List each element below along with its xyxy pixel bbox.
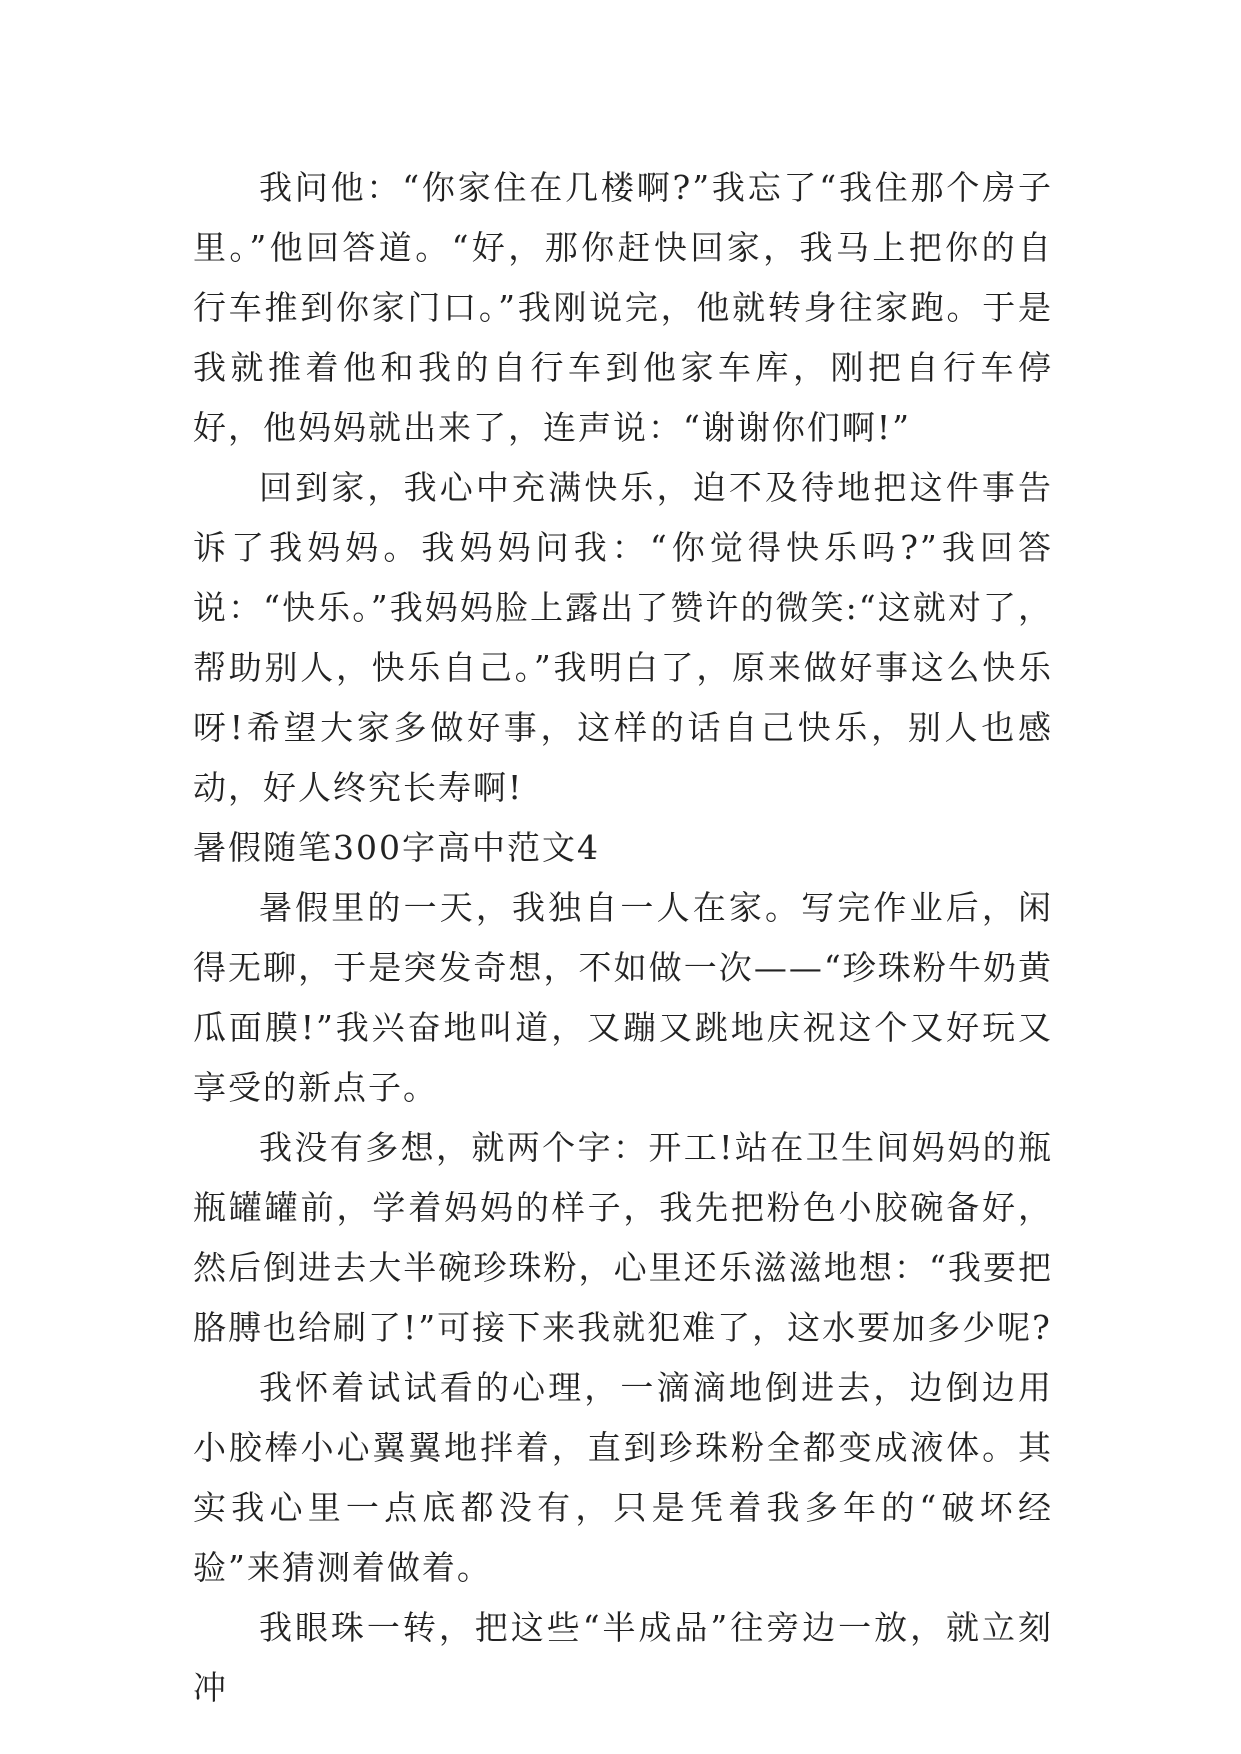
paragraph-summer-day: 暑假里的一天，我独自一人在家。写完作业后，闲得无聊，于是突发奇想，不如做一次——“珍珠粉牛奶黄瓜面膜!”我兴奋地叫道，又蹦又跳地庆祝这个又好玩又享受的新点子。: [193, 888, 1053, 1107]
document-body: [193, 158, 1053, 1718]
paragraph-next-step: 我眼珠一转，把这些“半成品”往旁边一放，就立刻冲: [193, 1608, 1053, 1707]
paragraph-home-happiness: 回到家，我心中充满快乐，迫不及待地把这件事告诉了我妈妈。我妈妈问我：“你觉得快乐吗?”我回答说：“快乐。”我妈妈脸上露出了赞许的微笑:“这就对了，帮助别人，快乐自己。”我明白了，原来做好事这么快乐呀!希望大家多做好事，这样的话自己快乐，别人也感动，好人终究长寿啊!: [193, 468, 1053, 807]
paragraph-bike-return: 我问他：“你家住在几楼啊?”我忘了“我住那个房子里。”他回答道。“好，那你赶快回家，我马上把你的自行车推到你家门口。”我刚说完，他就转身往家跑。于是我就推着他和我的自行车到他家车库，刚把自行车停好，他妈妈就出来了，连声说：“谢谢你们啊!”: [193, 168, 1053, 447]
section-heading: 暑假随笔300字高中范文4: [193, 828, 600, 867]
paragraph-start-work: 我没有多想，就两个字：开工!站在卫生间妈妈的瓶瓶罐罐前，学着妈妈的样子，我先把粉色小胶碗备好，然后倒进去大半碗珍珠粉，心里还乐滋滋地想：“我要把胳膊也给刷了!”可接下来我就犯难了，这水要加多少呢?: [193, 1128, 1053, 1347]
paragraph-mixing: 我怀着试试看的心理，一滴滴地倒进去，边倒边用小胶棒小心翼翼地拌着，直到珍珠粉全都变成液体。其实我心里一点底都没有，只是凭着我多年的“破坏经验”来猜测着做着。: [193, 1368, 1053, 1587]
